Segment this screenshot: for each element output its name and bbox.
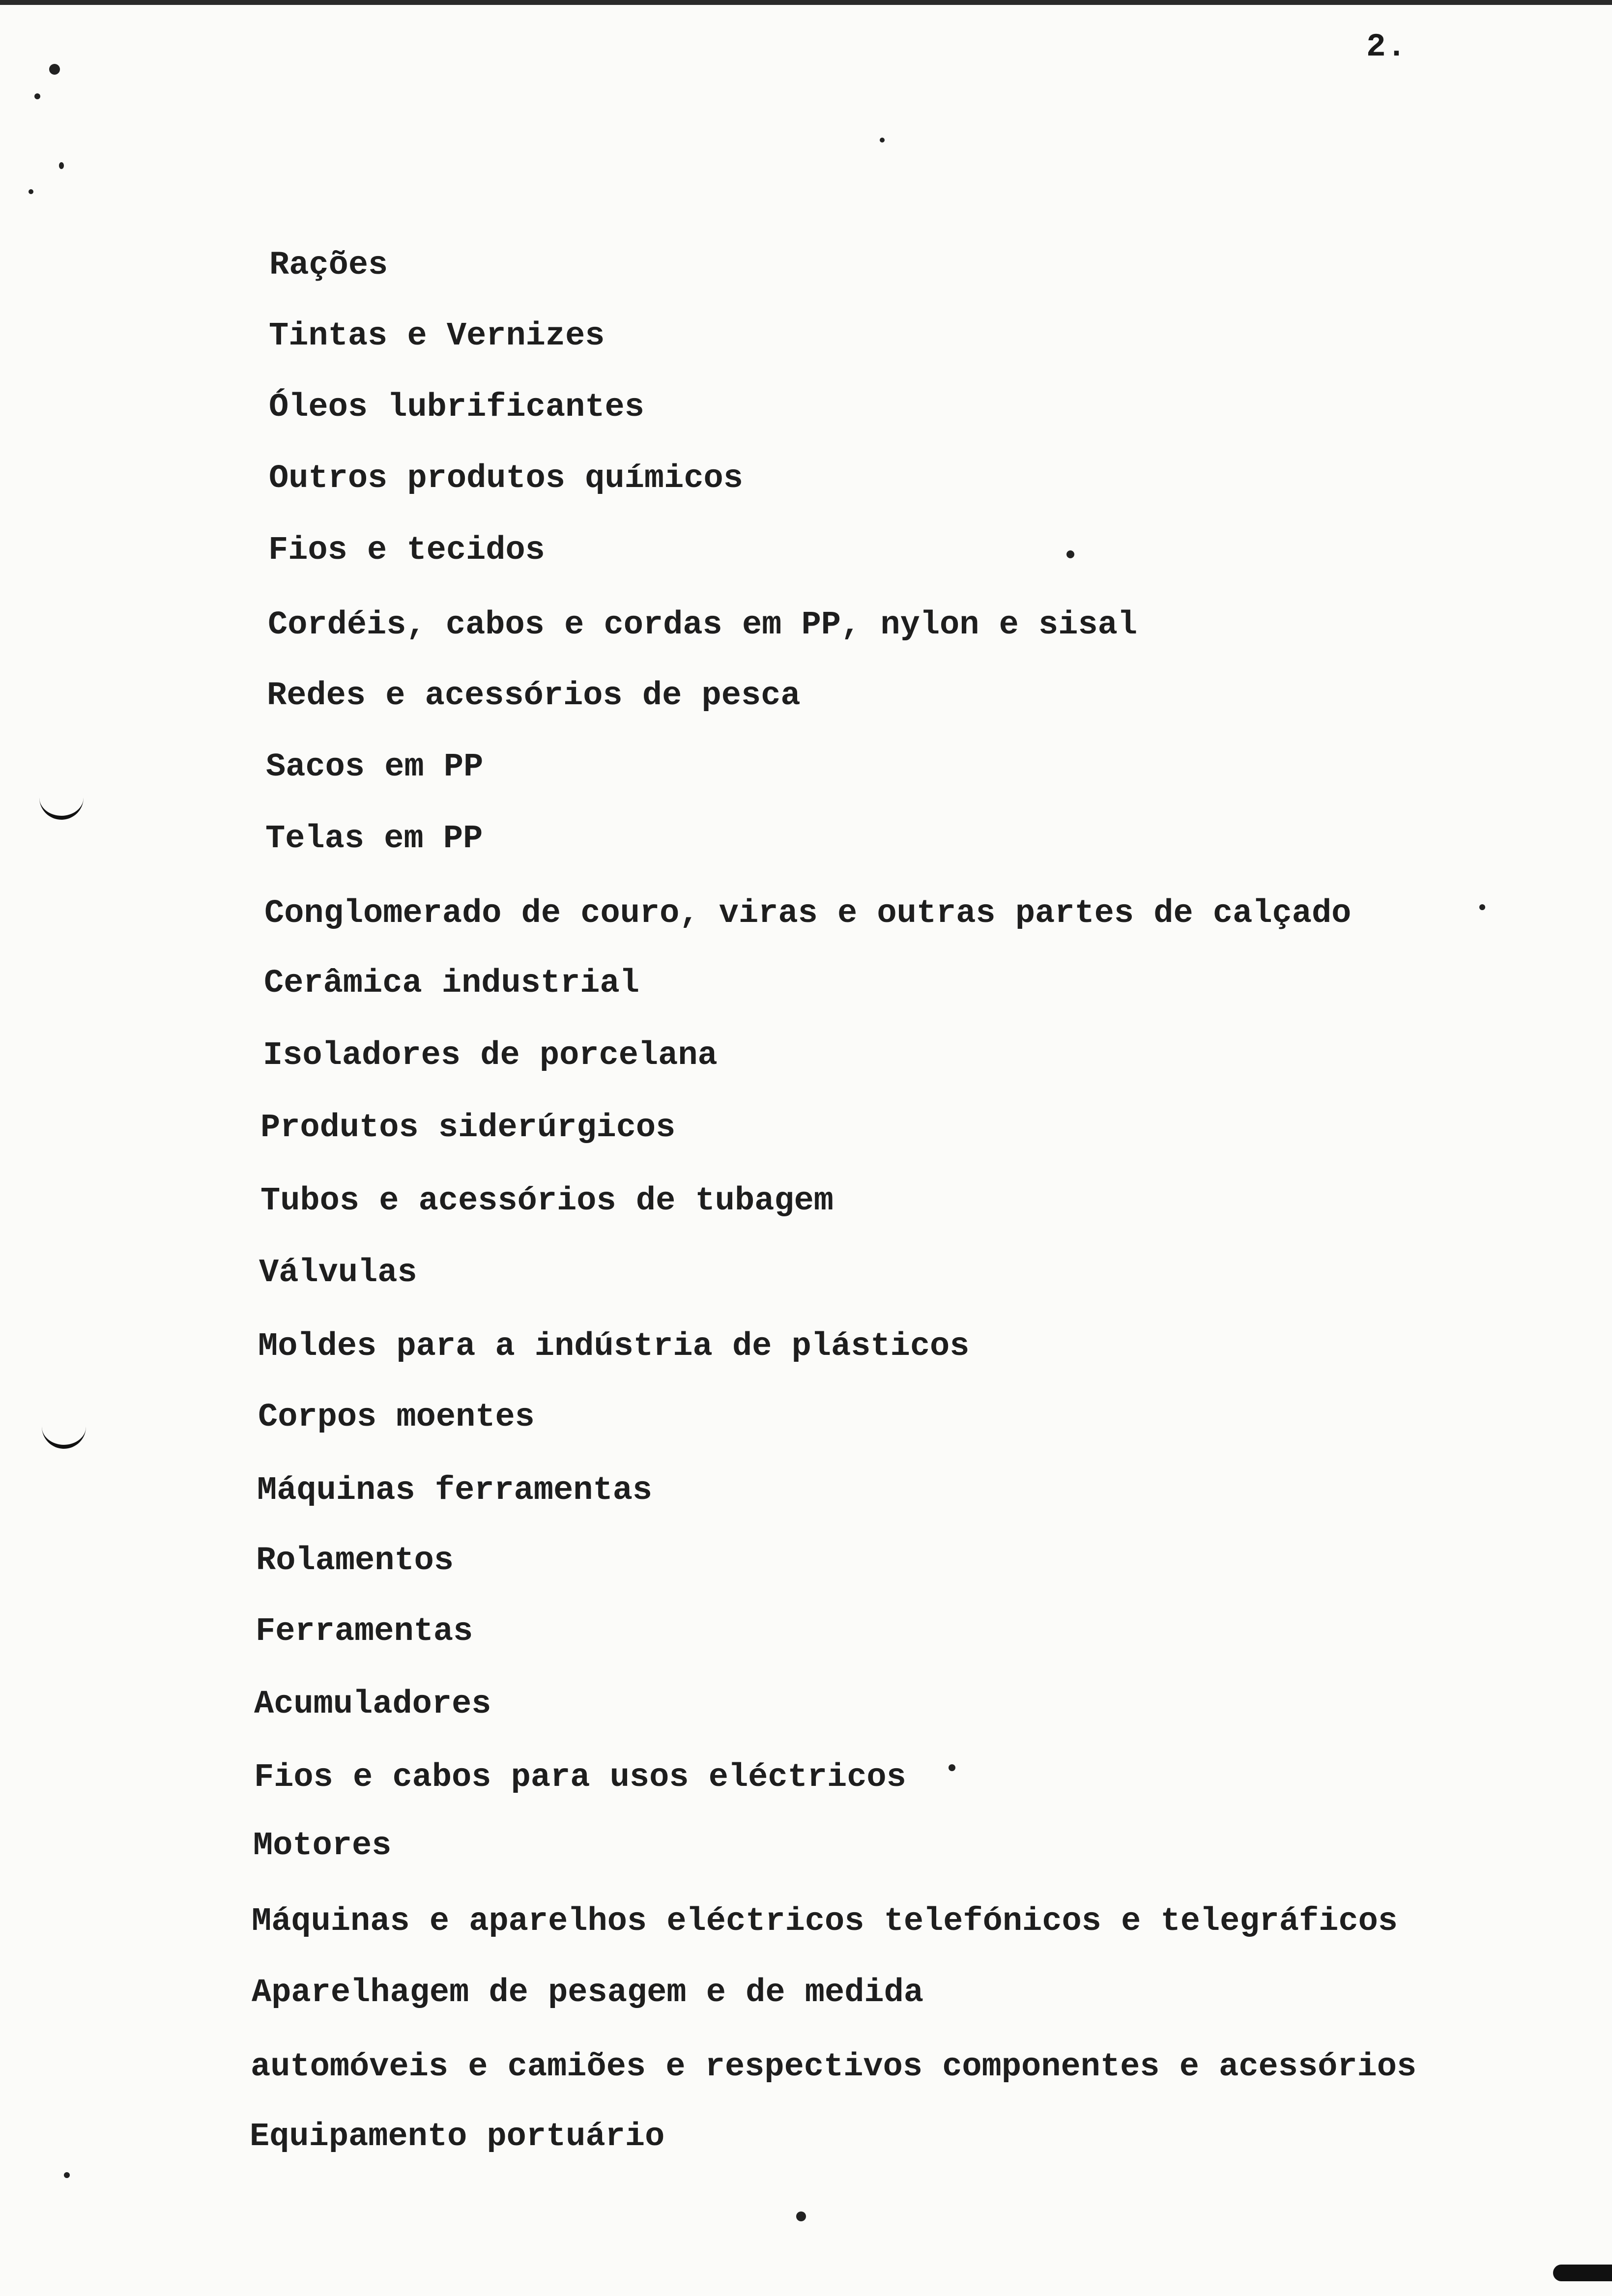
list-item: Máquinas e aparelhos eléctricos telefónicos e telegráficos bbox=[252, 1903, 1398, 1940]
speck bbox=[796, 2211, 806, 2221]
punch-hole-mark-upper bbox=[39, 796, 84, 820]
list-item: Rações bbox=[269, 247, 388, 284]
speck bbox=[1479, 904, 1485, 910]
speck bbox=[949, 1764, 955, 1771]
list-item: Fios e cabos para usos eléctricos bbox=[254, 1759, 906, 1796]
list-item: Máquinas ferramentas bbox=[257, 1472, 653, 1509]
list-item: Cordéis, cabos e cordas em PP, nylon e sisal bbox=[268, 606, 1138, 644]
list-item: Equipamento portuário bbox=[250, 2118, 665, 2155]
speck bbox=[1066, 550, 1074, 558]
list-item: Aparelhagem de pesagem e de medida bbox=[252, 1974, 924, 2011]
list-item: Sacos em PP bbox=[266, 748, 484, 786]
corner-smudge bbox=[1553, 2265, 1612, 2281]
punch-hole-mark-lower bbox=[42, 1425, 86, 1449]
list-item: Motores bbox=[253, 1827, 392, 1865]
list-item: Isoladores de porcelana bbox=[263, 1037, 718, 1074]
list-item: Corpos moentes bbox=[258, 1399, 535, 1436]
speck bbox=[880, 138, 885, 143]
speck bbox=[34, 93, 40, 99]
list-item: Tubos e acessórios de tubagem bbox=[260, 1182, 834, 1220]
list-item: Produtos siderúrgicos bbox=[260, 1109, 676, 1147]
list-item: Rolamentos bbox=[256, 1542, 454, 1579]
list-item: Moldes para a indústria de plásticos bbox=[258, 1328, 970, 1365]
list-item: Tintas e Vernizes bbox=[269, 317, 605, 355]
top-border-line bbox=[0, 0, 1612, 5]
list-item: Fios e tecidos bbox=[268, 532, 545, 569]
list-item: Telas em PP bbox=[265, 820, 483, 858]
speck bbox=[49, 64, 60, 75]
list-item: Conglomerado de couro, viras e outras partes de calçado bbox=[264, 895, 1352, 932]
list-item: Ferramentas bbox=[256, 1613, 473, 1650]
list-item: Outros produtos químicos bbox=[269, 460, 743, 497]
speck bbox=[64, 2172, 70, 2178]
list-item: Acumuladores bbox=[254, 1686, 491, 1723]
list-item: Óleos lubrificantes bbox=[269, 389, 644, 426]
list-item: automóveis e camiões e respectivos componentes e acessórios bbox=[251, 2048, 1417, 2086]
list-item: Redes e acessórios de pesca bbox=[267, 677, 801, 715]
list-item: Válvulas bbox=[259, 1254, 417, 1292]
list-item: Cerâmica industrial bbox=[264, 965, 639, 1002]
speck bbox=[59, 162, 64, 169]
page-number: 2. bbox=[1366, 29, 1408, 65]
speck bbox=[29, 189, 33, 194]
